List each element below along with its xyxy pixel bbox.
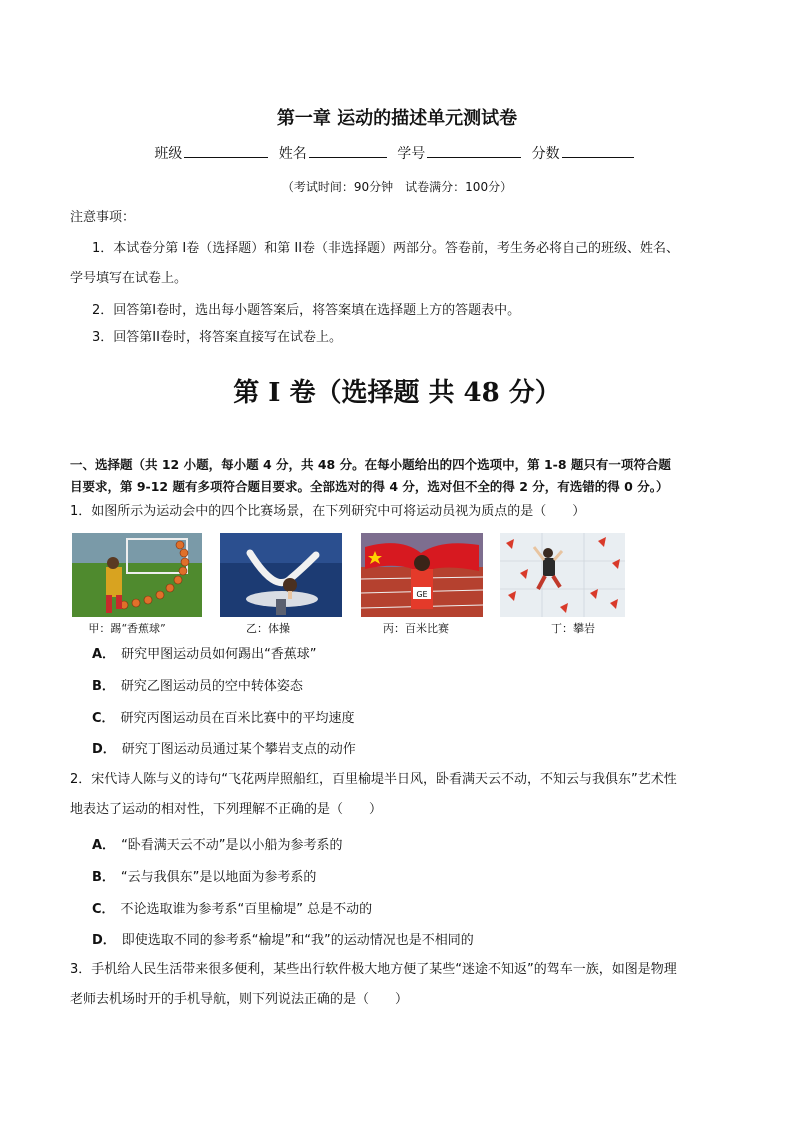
option-text: 研究甲图运动员如何踢出“香蕉球” [121, 647, 317, 662]
caption-gymnastics: 乙：体操 [246, 622, 290, 635]
option-letter: C． [92, 902, 115, 917]
q1-option-a[interactable] [92, 643, 317, 662]
option-letter: B． [92, 679, 115, 694]
name-label: 姓名 [278, 146, 307, 162]
caption-soccer: 甲：踢“香蕉球” [88, 622, 166, 635]
score-blank[interactable] [562, 143, 634, 158]
option-text: “云与我俱东”是以地面为参考系的 [120, 870, 317, 885]
q1-stem: 1．如图所示为运动会中的四个比赛场景，在下列研究中可将运动员视为质点的是（ ） [70, 504, 586, 519]
part1-instructions-line2: 目要求，第 9-12 题有多项符合题目要求。全部选对的得 4 分，选对但不全的得 2 分，有选错的得 0 分。） [70, 479, 669, 494]
q2-option-a[interactable] [92, 834, 343, 853]
name-blank[interactable] [309, 143, 387, 158]
caption-sprint: 丙：百米比赛 [383, 622, 449, 635]
sprint-photo [361, 533, 483, 617]
note-1b: 学号填写在试卷上。 [70, 271, 188, 286]
option-text: 研究丁图运动员通过某个攀岩支点的动作 [121, 742, 356, 757]
score-label: 分数 [531, 146, 560, 162]
option-text: 研究乙图运动员的空中转体姿态 [120, 679, 303, 694]
gymnastics-photo [220, 533, 342, 617]
q2-option-c[interactable] [92, 898, 372, 917]
exam-time-info: （考试时间：90分钟 试卷满分：100分） [281, 180, 513, 194]
q3-stem-line2: 老师去机场时开的手机导航，则下列说法正确的是（ ） [70, 992, 409, 1007]
note-3: 3．回答第II卷时，将答案直接写在试卷上。 [92, 330, 342, 345]
option-letter: C． [92, 711, 115, 726]
q1-option-d[interactable] [92, 738, 356, 757]
option-text: “卧看满天云不动”是以小船为参考系的 [121, 838, 343, 853]
q3-stem-line1: 3．手机给人民生活带来很多便利，某些出行软件极大地方便了某些“迷途不知返”的驾车一族，如图是物理 [70, 962, 677, 977]
q2-option-b[interactable] [92, 866, 316, 885]
option-text: 不论选取谁为参考系“百里榆堤” 总是不动的 [120, 902, 373, 917]
q2-stem-line1: 2．宋代诗人陈与义的诗句“飞花两岸照船红，百里榆堤半日风，卧看满天云不动，不知云与我俱东”艺术性 [70, 772, 677, 787]
class-blank[interactable] [184, 143, 268, 158]
q1-option-b[interactable] [92, 675, 303, 694]
option-letter: A． [92, 647, 116, 662]
section-title: 第 I 卷（选择题 共 48 分） [233, 378, 561, 408]
part1-instructions-line1: 一、选择题（共 12 小题，每小题 4 分，共 48 分。在每小题给出的四个选项中，第 1-8 题只有一项符合题 [70, 457, 671, 472]
note-2: 2．回答第I卷时，选出每小题答案后，将答案填在选择题上方的答题表中。 [92, 303, 521, 318]
caption-climbing: 丁：攀岩 [551, 622, 595, 635]
bib-text: GE [416, 590, 428, 599]
soccer-photo [72, 533, 202, 617]
id-blank[interactable] [427, 143, 521, 158]
option-text: 即使选取不同的参考系“榆堤”和“我”的运动情况也是不相同的 [121, 933, 474, 948]
climbing-photo [500, 533, 625, 617]
class-label: 班级 [154, 146, 183, 162]
q2-stem-line2: 地表达了运动的相对性，下列理解不正确的是（ ） [70, 802, 383, 817]
page-title: 第一章 运动的描述单元测试卷 [276, 108, 518, 129]
option-letter: A． [92, 838, 116, 853]
option-letter: B． [92, 870, 115, 885]
option-text: 研究丙图运动员在百米比赛中的平均速度 [120, 711, 355, 726]
note-1a: 1．本试卷分第 I卷（选择题）和第 II卷（非选择题）两部分。答卷前，考生务必将自己的班级、姓名、 [92, 241, 680, 256]
q2-option-d[interactable] [92, 929, 474, 948]
option-letter: D． [92, 933, 116, 948]
option-letter: D． [92, 742, 116, 757]
notes-heading: 注意事项： [70, 210, 136, 225]
student-info-line [0, 143, 794, 163]
id-label: 学号 [397, 146, 426, 162]
q1-option-c[interactable] [92, 707, 355, 726]
